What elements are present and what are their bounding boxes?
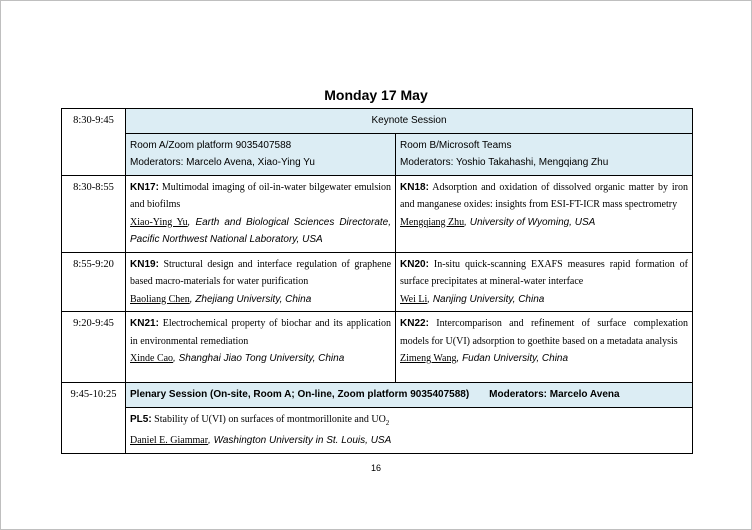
plenary-moderators: Moderators: Marcelo Avena [489, 389, 620, 400]
speaker-name: Mengqiang Zhu [400, 216, 465, 228]
talk-code: KN19: [130, 258, 159, 270]
talk-code: KN20: [400, 258, 429, 270]
time-cell: 9:45-10:25 [62, 383, 126, 454]
keynote-title-row [62, 109, 693, 134]
page-number: 16 [370, 463, 381, 473]
talk-cell: KN17: Multimodal imaging of oil-in-water bilgewater emulsion and biofilms Xiao-Ying Yu, Earth and Biological Sciences Directorate, Pacific Northwest National Laboratory, USA [126, 175, 396, 252]
speaker-name: Baoliang Chen [130, 293, 190, 305]
talk-cell: KN18: Adsorption and oxidation of dissolved organic matter by iron and manganese oxides: insights from ESI-FT-ICR mass spectrometry Mengqiang Zhu, University of Wyoming, USA [396, 175, 693, 252]
talk-title: Structural design and interface regulation of graphene based macro-materials for water purification [130, 258, 392, 287]
room-a-moderators: Moderators: Marcelo Avena, Xiao-Ying Yu [130, 157, 315, 168]
keynote-session-title: Keynote Session [126, 109, 693, 134]
plenary-session-header [126, 383, 693, 408]
talk-code: KN22: [400, 318, 429, 329]
talk-code: PL5: [130, 413, 152, 425]
talk-title: Adsorption and oxidation of dissolved organic matter by iron and manganese oxides: insights from ESI-FT-ICR mass spectrometry [400, 181, 688, 210]
speaker-affiliation: Fudan University, China [462, 353, 569, 364]
talk-cell: PL5: Stability of U(VI) on surfaces of montmorillonite and $UO_2$ Daniel E. Giammar, Washington University in St. Louis, USA [126, 407, 693, 453]
talk-row [62, 175, 693, 252]
talk-row [62, 252, 693, 312]
plenary-title-row [62, 383, 693, 408]
time-cell: 8:30-9:45 [62, 109, 126, 176]
talk-title: Multimodal imaging of oil-in-water bilgewater emulsion and biofilms [130, 181, 391, 210]
time-cell: 9:20-9:45 [62, 312, 126, 383]
talk-title: Electrochemical property of biochar and its application in environmental remediation [130, 318, 392, 347]
speaker-name: Xiao-Ying Yu [130, 216, 188, 228]
speaker-affiliation: Shanghai Jiao Tong University, China [178, 353, 345, 364]
talk-cell: KN22: Intercomparison and refinement of surface complexation models for U(VI) adsorption to goethite based on a metadata analysis Zimeng Wang, Fudan University, China [396, 312, 693, 383]
talk-row [62, 312, 693, 383]
room-a-cell [126, 133, 396, 175]
talk-title: In-situ quick-scanning EXAFS measures rapid formation of surface precipitates at mineral-water interface [400, 258, 689, 287]
speaker-affiliation: Zhejiang University, China [195, 293, 312, 305]
room-b-moderators: Moderators: Yoshio Takahashi, Mengqiang Zhu [400, 157, 609, 168]
speaker-name: Zimeng Wang [400, 353, 457, 364]
speaker-affiliation: University of Wyoming, USA [469, 216, 596, 228]
talk-cell: KN19: Structural design and interface regulation of graphene based macro-materials for water purification Baoliang Chen, Zhejiang University, China [126, 252, 396, 312]
talk-code: KN18: [400, 181, 429, 193]
schedule-table [61, 108, 693, 454]
time-cell: 8:30-8:55 [62, 175, 126, 252]
talk-title-subscript: 2 [385, 418, 390, 427]
speaker-affiliation: Earth and Biological Sciences Directorate, Pacific Northwest National Laboratory, USA [130, 216, 392, 245]
room-b-name: Room B/Microsoft Teams [400, 139, 512, 151]
talk-title: Stability of U(VI) on surfaces of montmorillonite and UO [154, 413, 386, 425]
room-b-cell [396, 133, 693, 175]
day-heading: Monday 17 May [324, 87, 428, 103]
talk-cell: KN21: Electrochemical property of biochar and its application in environmental remediation Xinde Cao, Shanghai Jiao Tong University, China [126, 312, 396, 383]
speaker-name: Wei Li [400, 293, 428, 305]
talk-cell: KN20: In-situ quick-scanning EXAFS measures rapid formation of surface precipitates at mineral-water interface Wei Li, Nanjing University, China [396, 252, 693, 312]
talk-title: Intercomparison and refinement of surface complexation models for U(VI) adsorption to goethite based on a metadata analysis [400, 318, 688, 347]
plenary-session-title: Plenary Session (On-site, Room A; On-line, Zoom platform 9035407588) [130, 389, 470, 400]
talk-code: KN21: [130, 318, 159, 329]
speaker-affiliation: Nanjing University, China [432, 293, 545, 305]
speaker-name: Daniel E. Giammar [130, 435, 209, 446]
talk-code: KN17: [130, 181, 159, 193]
room-a-name: Room A/Zoom platform 9035407588 [130, 139, 292, 151]
plenary-talk-row [62, 407, 693, 453]
speaker-affiliation: Washington University in St. Louis, USA [213, 435, 392, 446]
time-cell: 8:55-9:20 [62, 252, 126, 312]
keynote-rooms-row [62, 133, 693, 175]
speaker-name: Xinde Cao [130, 353, 174, 364]
